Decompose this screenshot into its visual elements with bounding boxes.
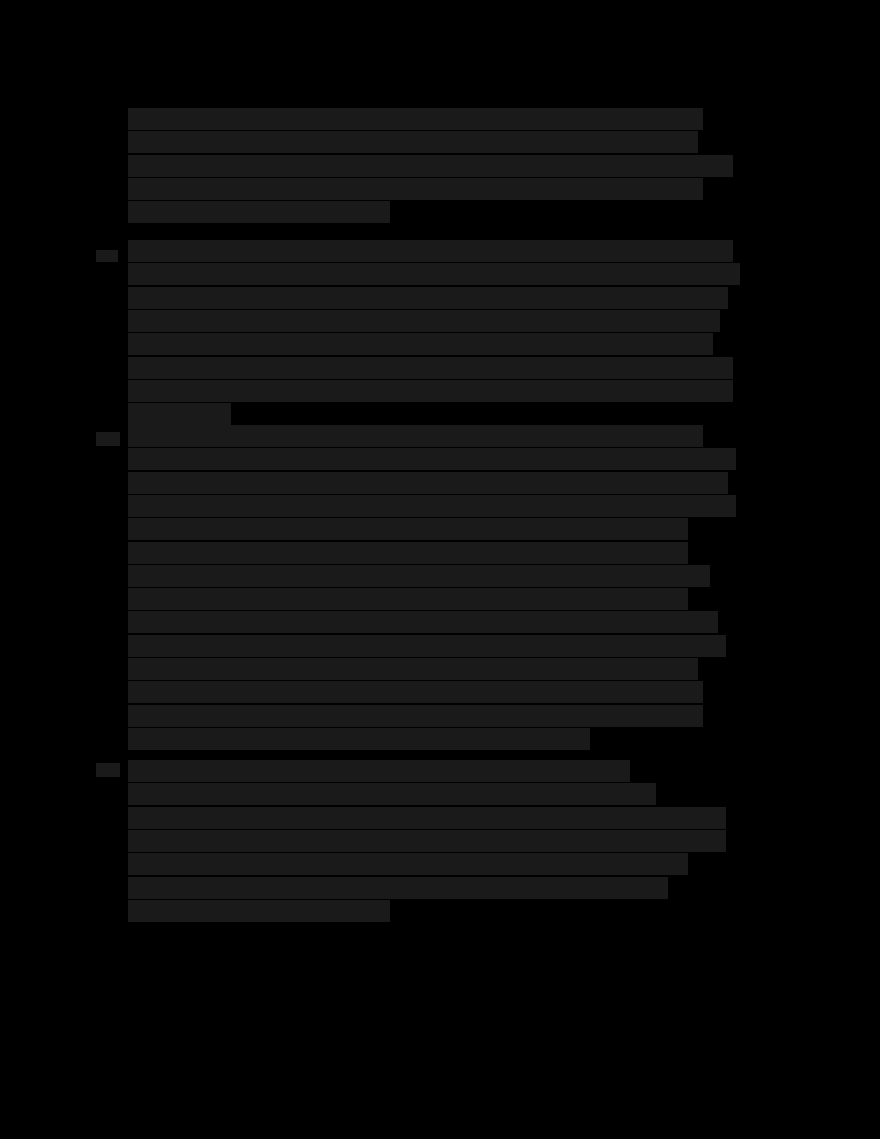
redacted-text-line	[128, 155, 733, 177]
redacted-text-line	[128, 310, 720, 332]
redacted-text-line	[128, 518, 688, 540]
redacted-text-line	[128, 108, 703, 130]
redacted-text-line	[128, 830, 726, 852]
redacted-text-line	[128, 472, 728, 494]
redacted-text-line	[128, 263, 740, 285]
redacted-text-line	[128, 900, 390, 922]
list-item-marker	[96, 432, 120, 446]
redacted-text-line	[128, 728, 590, 750]
list-item-marker	[96, 250, 118, 262]
redacted-text-line	[128, 357, 733, 379]
redacted-text-line	[128, 380, 733, 402]
redacted-text-line	[128, 681, 703, 703]
redacted-text-line	[128, 705, 703, 727]
redacted-text-line	[128, 403, 231, 425]
redacted-text-line	[128, 635, 726, 657]
redacted-text-line	[128, 807, 726, 829]
redacted-text-line	[128, 333, 713, 355]
list-item-marker	[96, 763, 120, 777]
redacted-text-line	[128, 131, 698, 153]
redacted-text-line	[128, 240, 733, 262]
redacted-text-line	[128, 611, 718, 633]
redacted-text-line	[128, 287, 728, 309]
redacted-text-line	[128, 760, 630, 782]
redacted-text-line	[128, 542, 688, 564]
redacted-text-line	[128, 853, 688, 875]
redacted-text-line	[128, 588, 688, 610]
redacted-text-line	[128, 565, 710, 587]
redacted-text-line	[128, 877, 668, 899]
redacted-text-line	[128, 448, 736, 470]
redacted-text-line	[128, 495, 736, 517]
redacted-text-line	[128, 783, 656, 805]
redacted-text-line	[128, 658, 698, 680]
redacted-text-line	[128, 178, 703, 200]
redacted-text-line	[128, 425, 703, 447]
redacted-text-line	[128, 201, 390, 223]
